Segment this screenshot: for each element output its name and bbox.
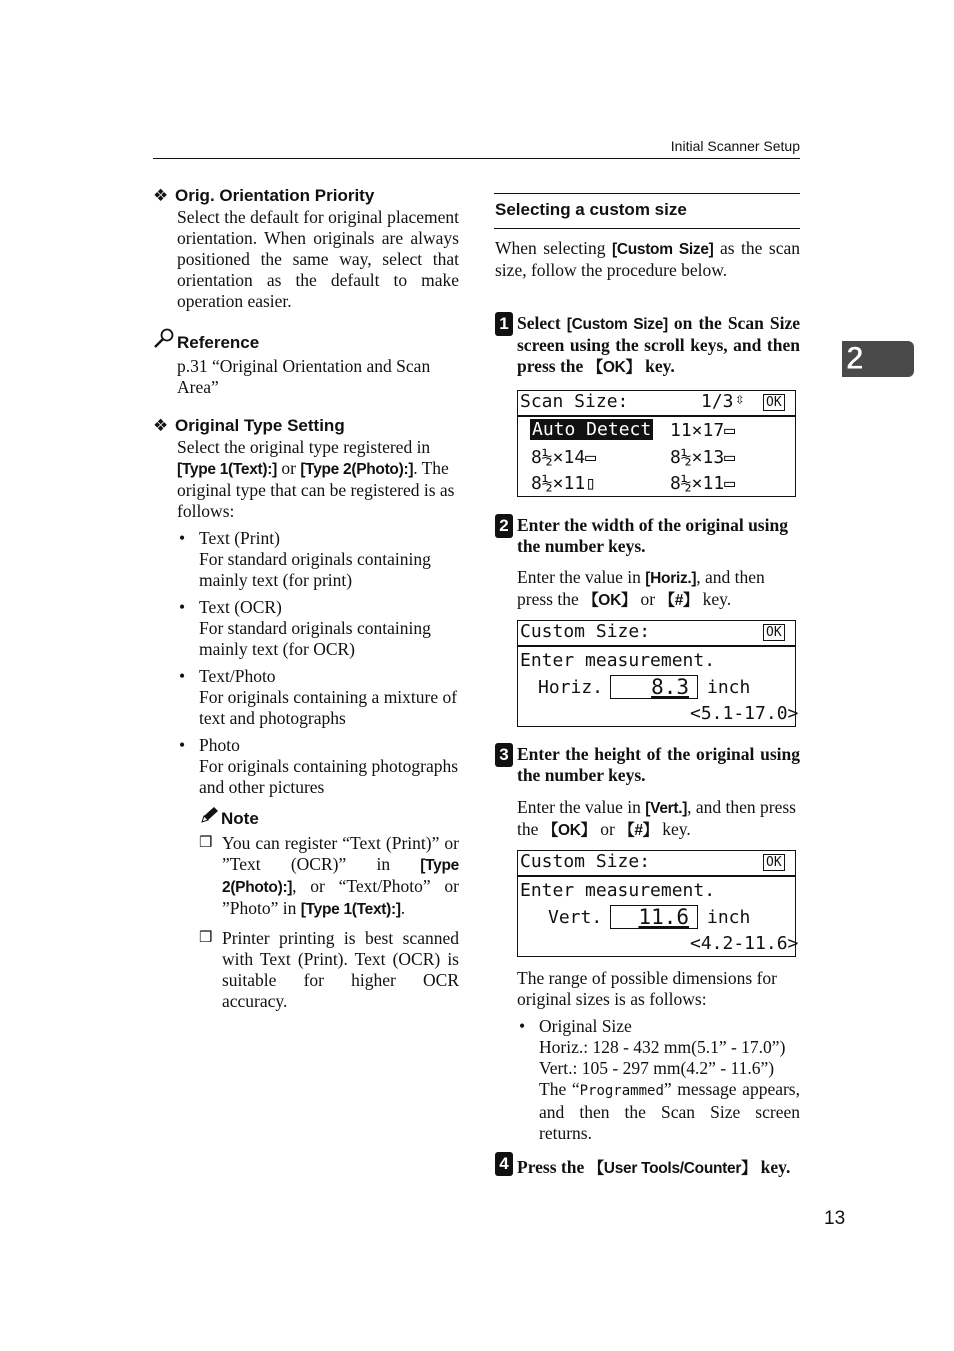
list-item: • Original Size Horiz.: 128 - 432 mm(5.1” - 17.0”) Vert.: 105 - 297 mm(4.2” - 11.6”) The “Programmed” message appears, and then the Scan Size screen returns. <box>517 1016 800 1144</box>
original-type-intro: Select the original type registered in [Type 1(Text):] or [Type 2(Photo):]. The original type that can be registered is as follows: <box>177 437 455 521</box>
lcd-field-label: Horiz. <box>538 677 604 698</box>
lcd-field-label: Vert. <box>548 907 603 928</box>
lcd-separator <box>518 645 795 647</box>
note-item: ❒ Printer printing is best scanned with Text (Print). Text (OCR) is suitable for higher OCR accuracy. <box>199 928 459 1012</box>
lcd-ok-key: OK <box>763 624 785 641</box>
lcd-custom-size-vert <box>517 850 799 957</box>
lcd-option: 8½×11▭ <box>670 473 736 494</box>
lcd-option-auto-detect: Auto Detect <box>532 419 652 440</box>
lcd-unit: inch <box>707 677 751 698</box>
lcd-option: 11×17▭ <box>670 420 736 441</box>
pencil-icon <box>199 806 221 829</box>
scroll-arrows-icon: ⇳ <box>735 389 745 408</box>
step-3-title: Enter the height of the original using the number keys. <box>517 744 800 785</box>
step-1 <box>495 312 800 382</box>
chapter-number: 2 <box>846 340 864 376</box>
list-item: • Photo For originals containing photographs and other pictures <box>177 735 459 798</box>
lcd-prompt: Enter measurement. <box>520 650 716 671</box>
orig-orientation-body: Select the default for original placement orientation. When originals are always positioned the same way, select that orientation as the default to make operation easier. <box>177 207 459 311</box>
lcd-custom-size-horiz <box>517 620 799 727</box>
section-title: Selecting a custom size <box>495 200 687 219</box>
lcd-separator <box>518 415 795 417</box>
key-type2: [Type 2(Photo):] <box>300 461 414 478</box>
orig-orientation-heading: ❖ Orig. Orientation Priority <box>153 186 375 205</box>
lcd-value-box: 8.3 <box>610 675 698 699</box>
lcd-range: <4.2-11.6> <box>690 933 799 954</box>
lcd-ok-key: OK <box>763 394 785 411</box>
lcd-title: Custom Size: <box>520 851 651 872</box>
lcd-title: Scan Size: <box>520 391 629 412</box>
list-item: • Text/Photo For originals containing a mixture of text and photographs <box>177 666 459 729</box>
magnifier-icon <box>153 328 177 353</box>
step-4-title: Press the 【User Tools/Counter】 key. <box>517 1157 791 1177</box>
lcd-unit: inch <box>707 907 751 928</box>
lcd-option: 8½×13▭ <box>670 447 736 468</box>
key-type1: [Type 1(Text):] <box>177 461 277 478</box>
running-header: Initial Scanner Setup <box>670 138 800 154</box>
original-type-heading: ❖ Original Type Setting <box>153 416 345 435</box>
list-item: • Text (Print) For standard originals containing mainly text (for print) <box>177 528 459 591</box>
lcd-option: 8½×11▯ <box>531 473 597 494</box>
section-rule-bottom <box>494 228 800 229</box>
step-2-body: Enter the value in [Horiz.], and then press the 【OK】 or 【#】 key. <box>517 567 765 609</box>
original-type-list <box>177 528 459 798</box>
chapter-tab <box>842 341 914 377</box>
note-list <box>199 833 459 1012</box>
custom-size-intro: When selecting [Custom Size] as the scan size, follow the procedure below. <box>495 238 800 280</box>
list-item: • Text (OCR) For standard originals containing mainly text (for OCR) <box>177 597 459 660</box>
lcd-ok-key: OK <box>763 854 785 871</box>
header-rule <box>153 158 800 159</box>
section-rule-top <box>494 193 800 194</box>
lcd-page: 1/3 <box>701 391 734 412</box>
step-number: 2 <box>495 514 513 538</box>
lcd-scan-size <box>517 390 796 497</box>
step-3-body: Enter the value in [Vert.], and then press the 【OK】 or 【#】 key. <box>517 797 796 839</box>
lcd-range: <5.1-17.0> <box>690 703 799 724</box>
step-3 <box>495 743 800 793</box>
page-number: 13 <box>824 1208 846 1229</box>
note-item: ❒ You can register “Text (Print)” or ”Text (OCR)” in [Type 2(Photo):], or “Text/Photo” or ”Photo” in [Type 1(Text):]. <box>199 833 459 920</box>
step-2 <box>495 514 800 564</box>
step-2-title: Enter the width of the original using the number keys. <box>517 515 788 556</box>
diamond-icon: ❖ <box>153 186 169 205</box>
step-number: 1 <box>495 312 513 336</box>
step-number: 3 <box>495 743 513 767</box>
range-list <box>517 1016 800 1150</box>
note-heading: Note <box>199 806 459 829</box>
lcd-prompt: Enter measurement. <box>520 880 716 901</box>
reference-heading: Reference <box>153 328 459 353</box>
lcd-value-box: 11.6 <box>610 905 698 929</box>
diamond-icon: ❖ <box>153 416 169 435</box>
lcd-option: 8½×14▭ <box>531 447 597 468</box>
lcd-title: Custom Size: <box>520 621 651 642</box>
step-4 <box>495 1152 800 1182</box>
step-number: 4 <box>495 1152 513 1176</box>
lcd-separator <box>518 875 795 877</box>
reference-body: p.31 “Original Orientation and Scan Area” <box>177 356 431 397</box>
left-column <box>153 186 459 1020</box>
step-1-title: Select [Custom Size] on the Scan Size screen using the scroll keys, and then press the 【OK】 key. <box>517 313 800 376</box>
range-intro: The range of possible dimensions for original sizes is as follows: <box>517 968 778 1009</box>
